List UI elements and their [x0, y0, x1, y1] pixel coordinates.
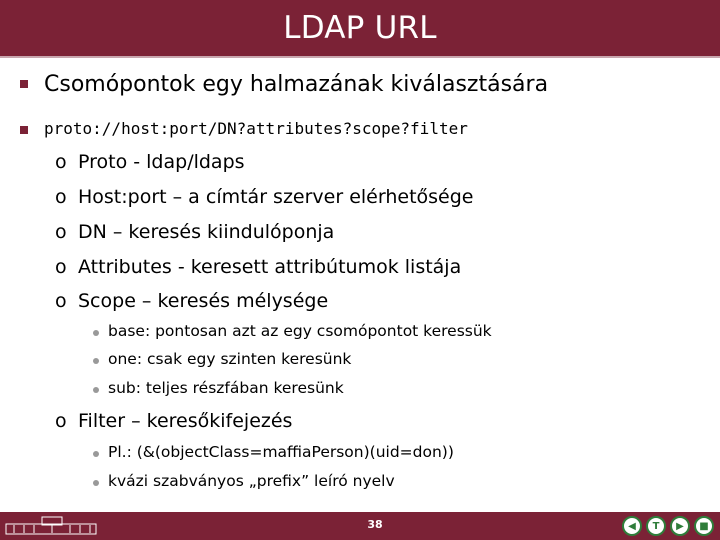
- circle-bullet-icon: o: [55, 151, 67, 173]
- slide-title: LDAP URL: [283, 10, 437, 46]
- syntax-bullet: proto://host:port/DN?attributes?scope?filter: [44, 119, 468, 138]
- circle-bullet-icon: o: [55, 221, 67, 243]
- nav-end-icon[interactable]: ■: [694, 516, 714, 536]
- bullet-dot-icon: [93, 480, 99, 486]
- university-logo: [4, 514, 100, 538]
- bullet-square-icon: [20, 126, 28, 134]
- scope-item: sub: teljes részfában keresünk: [108, 379, 344, 397]
- circle-bullet-icon: o: [55, 410, 67, 432]
- bullet-dot-icon: [93, 330, 99, 336]
- filter-sub-item: Pl.: (&(objectClass=maffiaPerson)(uid=don)): [108, 443, 454, 461]
- home-icon[interactable]: T: [646, 516, 666, 536]
- footer-bar: [0, 512, 720, 540]
- circle-bullet-icon: o: [55, 256, 67, 278]
- scope-item: base: pontosan azt az egy csomópontot keressük: [108, 322, 492, 340]
- list-item: DN – keresés kiindulóponja: [78, 221, 335, 243]
- page-number: 38: [367, 518, 383, 531]
- list-item: Attributes - keresett attribútumok listája: [78, 256, 462, 278]
- nav-left-icon[interactable]: ◀: [622, 516, 642, 536]
- nav-icons: [622, 516, 714, 536]
- filter-sub-item: kvázi szabványos „prefix” leíró nyelv: [108, 472, 395, 490]
- nav-right-icon[interactable]: ▶: [670, 516, 690, 536]
- list-item: Proto - ldap/ldaps: [78, 151, 245, 173]
- bullet-dot-icon: [93, 451, 99, 457]
- list-item: Host:port – a címtár szerver elérhetősége: [78, 186, 474, 208]
- bullet-square-icon: [20, 80, 28, 88]
- filter-item: Filter – keresőkifejezés: [78, 410, 293, 432]
- main-bullet: Csomópontok egy halmazának kiválasztására: [44, 72, 549, 97]
- list-item: Scope – keresés mélysége: [78, 290, 329, 312]
- circle-bullet-icon: o: [55, 186, 67, 208]
- bullet-dot-icon: [93, 387, 99, 393]
- bullet-dot-icon: [93, 358, 99, 364]
- circle-bullet-icon: o: [55, 290, 67, 312]
- scope-item: one: csak egy szinten keresünk: [108, 350, 352, 368]
